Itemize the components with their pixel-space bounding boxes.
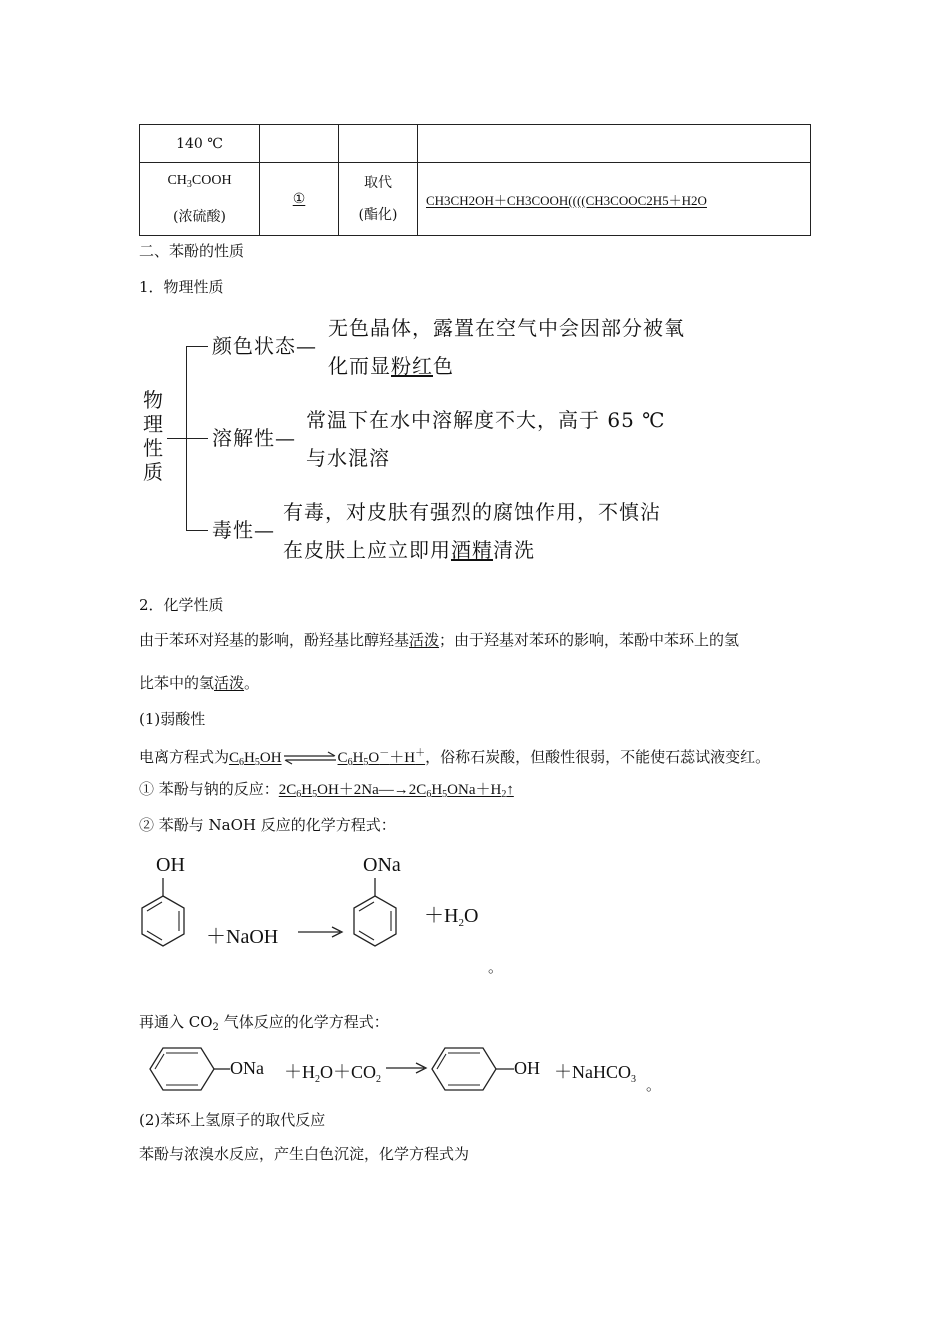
phenol-formula: $C_6H_5OH$ — [229, 750, 282, 768]
type-line2: (酯化) — [358, 207, 398, 223]
ona-group-label: ONa — [230, 1058, 264, 1078]
sodium-equation: $2C_6H_5OH+2Na―\to 2C_6H_5ONa+H_2↑$ — [278, 782, 514, 800]
period-mark: 。 — [646, 1076, 662, 1094]
ionization-prefix: 电离方程式为 — [139, 748, 230, 766]
co2-line: 再通入 $CO_2$ 气体反应的化学方程式： — [139, 1013, 389, 1033]
physical-heading: 1．物理性质 — [139, 278, 224, 296]
reactants-label: $+H_2O+CO_2$ — [284, 1062, 382, 1085]
branch-text-line2: 化而显粉红色 — [328, 354, 454, 378]
sodium-prefix: ① 苯酚与钠的反应： — [139, 780, 279, 798]
arrow-icon — [384, 1061, 430, 1075]
oh-group-label: OH — [514, 1058, 540, 1078]
chemical-heading: 2．化学性质 — [139, 596, 224, 614]
table-cell-equation — [418, 125, 811, 163]
esterification-equation: CH3CH2OH＋CH3COOH((((CH3COOC2H5＋H2O — [426, 192, 707, 208]
arrow-icon — [296, 925, 346, 939]
connector-line — [186, 438, 208, 439]
connector-line — [186, 346, 208, 347]
connector-line — [167, 438, 186, 439]
section-title: 二、苯酚的性质 — [139, 242, 245, 260]
benzene-ring-icon — [138, 876, 198, 972]
branch-label-toxicity: 毒性— — [212, 518, 275, 542]
table-cell-blank — [260, 163, 339, 236]
plus-h2o-label: $+H_2O$ — [424, 905, 479, 929]
period-mark: 。 — [488, 958, 504, 976]
table-cell-type — [339, 125, 418, 163]
sodium-reaction-line — [139, 779, 514, 805]
branch-text-line2: 与水混溶 — [306, 446, 390, 470]
root-char: 理 — [143, 412, 164, 436]
intro-line2: 比苯中的氢活泼。 — [139, 674, 260, 692]
reagent-text: 140 ℃ — [176, 135, 223, 152]
blank-marker: ① — [292, 191, 306, 207]
ionization-line — [139, 744, 770, 773]
intro-line1: 由于苯环对羟基的影响，酚羟基比醇羟基活泼；由于羟基对苯环的影响，苯酚中苯环上的氢 — [139, 631, 740, 649]
table-cell-equation — [418, 163, 811, 236]
naoh-line: ② 苯酚与 NaOH 反应的化学方程式： — [139, 816, 396, 834]
oh-label: OH — [156, 854, 185, 876]
ona-label: ONa — [363, 854, 401, 876]
root-char: 质 — [143, 460, 164, 484]
connector-line — [186, 530, 208, 531]
reaction-table — [139, 124, 811, 236]
branch-label-solubility: 溶解性— — [212, 426, 296, 450]
diagram-root — [143, 388, 164, 484]
table-cell-reagent — [140, 125, 260, 163]
branch-text-line2: 在皮肤上应立即用酒精清洗 — [283, 538, 535, 562]
reagent-line1: $CH_3COOH$ — [167, 173, 232, 190]
plus-naoh-label: ＋NaOH — [206, 926, 279, 948]
equilibrium-arrow-icon — [282, 751, 338, 765]
substitution-heading: (2)苯环上氢原子的取代反应 — [139, 1111, 326, 1129]
phenoxide-formula: $C_6H_5O^-+H^+$ — [337, 748, 426, 768]
branch-label-color: 颜色状态— — [212, 334, 317, 358]
root-char: 物 — [143, 388, 164, 412]
table-row — [140, 125, 811, 163]
table-cell-type — [339, 163, 418, 236]
table-cell-reagent — [140, 163, 260, 236]
table-row — [140, 163, 811, 236]
bromine-line: 苯酚与浓溴水反应，产生白色沉淀，化学方程式为 — [139, 1145, 470, 1163]
type-line1: 取代 — [364, 175, 392, 191]
nahco3-label: ＋NaHCO$_3$ — [554, 1062, 636, 1085]
branch-text-line1: 无色晶体，露置在空气中会因部分被氧 — [328, 316, 685, 340]
benzene-ring-icon — [428, 1045, 514, 1093]
benzene-ring-icon — [350, 876, 410, 972]
table-cell-blank — [260, 125, 339, 163]
reagent-line2: (浓硫酸) — [173, 209, 226, 225]
ionization-suffix: ，俗称石炭酸，但酸性很弱，不能使石蕊试液变红。 — [425, 748, 771, 766]
root-char: 性 — [143, 436, 164, 460]
acid-heading: (1)弱酸性 — [139, 710, 206, 728]
branch-text-line1: 有毒，对皮肤有强烈的腐蚀作用，不慎沾 — [283, 500, 661, 524]
benzene-ring-icon — [146, 1045, 230, 1093]
branch-text-line1: 常温下在水中溶解度不大，高于 65 ℃ — [306, 408, 666, 432]
